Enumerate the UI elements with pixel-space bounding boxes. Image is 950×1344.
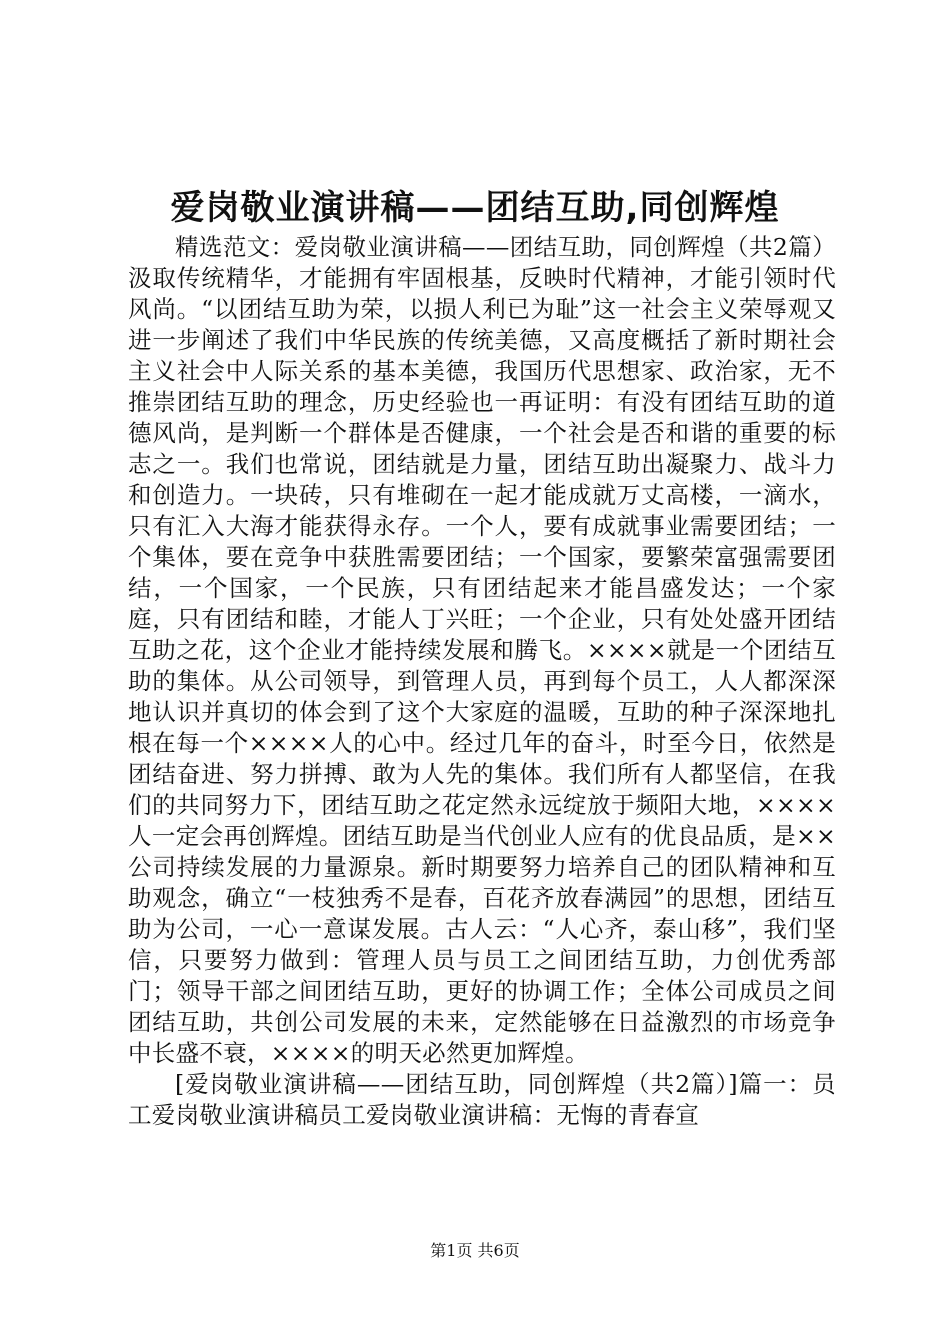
paragraph-2: [爱岗敬业演讲稿——团结互助，同创辉煌（共2篇）]篇一：员工爱岗敬业演讲稿员工爱岗敬业演讲稿：无悔的青春宣 — [128, 1070, 836, 1129]
document-title: 爱岗敬业演讲稿——团结互助,同创辉煌 — [170, 188, 780, 228]
page-footer: 第1页 共6页 — [430, 1241, 520, 1260]
document-body — [128, 232, 836, 1131]
paragraph-1: 精选范文：爱岗敬业演讲稿——团结互助，同创辉煌（共2篇）汲取传统精华，才能拥有牢固根基，反映时代精神，才能引领时代风尚。“以团结互助为荣，以损人利已为耻”这一社会主义荣辱观又进一步阐述了我们中华民族的传统美德，又高度概括了新时期社会主义社会中人际关系的基本美德，我国历代思想家、政治家，无不推崇团结互助的理念，历史经验也一再证明：有没有团结互助的道德风尚，是判断一个群体是否健康，一个社会是否和谐的重要的标志之一。我们也常说，团结就是力量，团结互助出凝聚力、战斗力和创造力。一块砖，只有堆砌在一起才能成就万丈高楼，一滴水，只有汇入大海才能获得永存。一个人，要有成就事业需要团结；一个集体，要在竞争中获胜需要团结；一个国家，要繁荣富强需要团结，一个国家，一个民族，只有团结起来才能昌盛发达；一个家庭，只有团结和睦，才能人丁兴旺；一个企业，只有处处盛开团结互助之花，这个企业才能持续发展和腾飞。××××就是一个团结互助的集体。从公司领导，到管理人员，再到每个员工，人人都深深地认识并真切的体会到了这个大家庭的温暖，互助的种子深深地扎根在每一个××××人的心中。经过几年的奋斗，时至今日，依然是团结奋进、努力拼搏、敢为人先的集体。我们所有人都坚信，在我们的共同努力下，团结互助之花定然永远绽放于频阳大地，××××人一定会再创辉煌。团结互助是当代创业人应有的优良品质，是××公司持续发展的力量源泉。新时期要努力培养自己的团队精神和互助观念，确立“一枝独秀不是春，百花齐放春满园”的思想，团结互助为公司，一心一意谋发展。古人云：“人心齐，泰山移”，我们坚信，只要努力做到：管理人员与员工之间团结互助，力创优秀部门；领导干部之间团结互助，更好的协调工作；全体公司成员之间团结互助，共创公司发展的未来，定然能够在日益激烈的市场竞争中长盛不衰，××××的明天必然更加辉煌。 — [128, 233, 836, 1067]
